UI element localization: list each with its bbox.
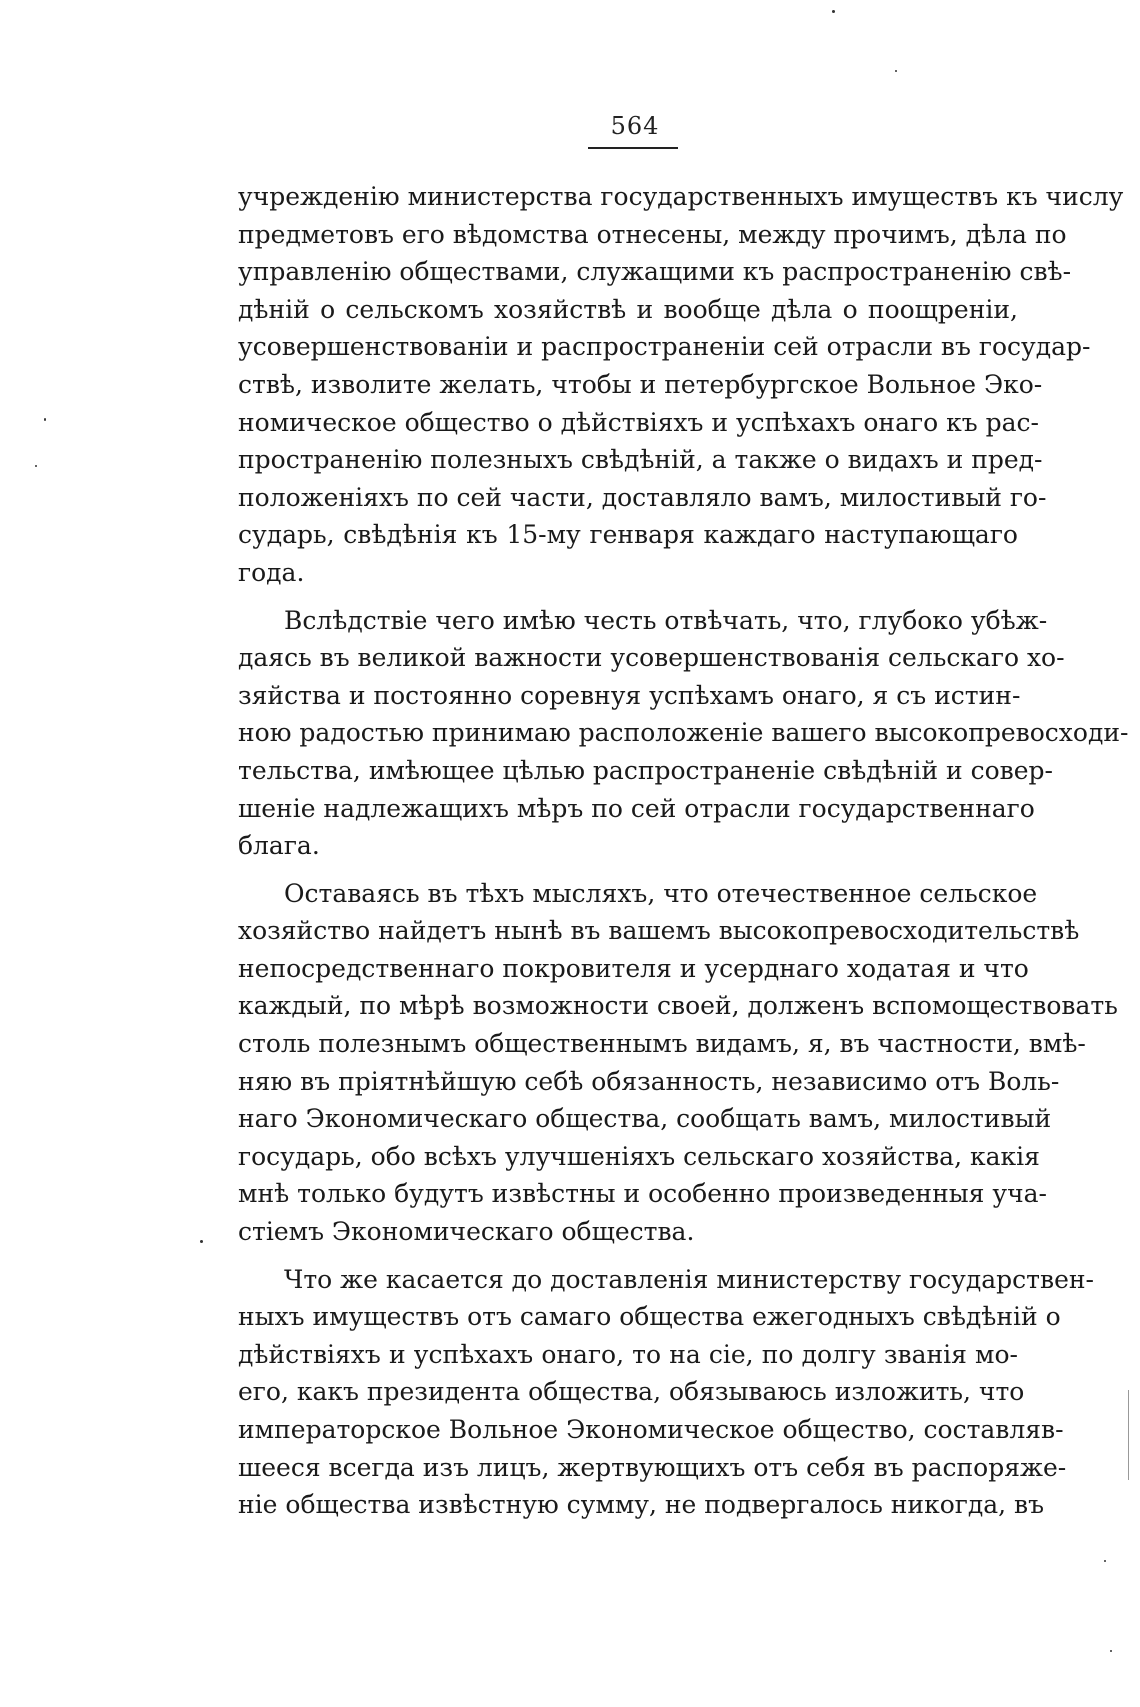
text-line: Что же касается до доставленія министерству государствен-	[284, 1264, 1094, 1294]
text-line: номическое общество о дѣйствіяхъ и успѣхахъ онаго къ рас-	[238, 407, 1039, 437]
paragraph-1	[238, 178, 1124, 592]
scan-speck	[832, 10, 835, 13]
text-line: учрежденію министерства государственныхъ имуществъ къ числу	[238, 182, 1124, 211]
text-line: зяйства и постоянно соревнуя успѣхамъ онаго, я съ истин-	[238, 680, 1021, 710]
text-line: тельства, имѣющее цѣлью распространеніе свѣдѣній и совер-	[238, 755, 1054, 785]
paragraph-gap	[238, 592, 1018, 602]
text-line: усовершенствованіи и распространеніи сей отрасли въ государ-	[238, 332, 1091, 362]
text-line: сударь, свѣдѣнія къ 15-му генваря каждаго наступающаго	[238, 520, 1018, 550]
text-line: пространенію полезныхъ свѣдѣній, а также о видахъ и пред-	[238, 445, 1043, 475]
scan-speck	[35, 465, 37, 467]
paragraph-gap	[238, 1251, 1018, 1261]
scan-speck	[44, 418, 46, 421]
text-line: хозяйство найдетъ нынѣ въ вашемъ высокопревосходительствѣ	[238, 916, 1080, 946]
text-line: ніе общества извѣстную сумму, не подвергалось никогда, въ	[238, 1490, 1045, 1520]
body-text	[238, 178, 1129, 1524]
paragraph-4	[238, 1261, 1094, 1524]
paragraph-gap	[238, 865, 1018, 875]
text-line: каждый, по мѣрѣ возможности своей, долженъ вспомоществовать	[238, 991, 1118, 1021]
scan-speck	[895, 70, 897, 72]
page-number-rule	[588, 147, 678, 149]
text-line: ныхъ имуществъ отъ самаго общества ежегодныхъ свѣдѣній о	[238, 1302, 1061, 1332]
text-line: мнѣ только будутъ извѣстны и особенно произведенныя уча-	[238, 1179, 1047, 1209]
text-line: дѣйствіяхъ и успѣхахъ онаго, то на сіе, по долгу званія мо-	[238, 1339, 1018, 1369]
text-line: ствѣ, изволите желать, чтобы и петербургское Вольное Эко-	[238, 369, 1043, 399]
text-line: шеніе надлежащихъ мѣръ по сей отрасли государственнаго	[238, 793, 1035, 823]
text-line: дѣній о сельскомъ хозяйствѣ и вообще дѣла о поощреніи,	[238, 294, 1018, 324]
text-line: даясь въ великой важности усовершенствованія сельскаго хо-	[238, 643, 1065, 673]
text-line: положеніяхъ по сей части, доставляло вамъ, милостивый го-	[238, 482, 1047, 512]
text-line: предметовъ его вѣдомства отнесены, между прочимъ, дѣла по	[238, 219, 1067, 249]
text-line: шееся всегда изъ лицъ, жертвующихъ отъ себя въ распоряже-	[238, 1452, 1067, 1482]
page-number: 564	[610, 112, 660, 140]
text-line: наго Экономическаго общества, сообщать вамъ, милостивый	[238, 1104, 1052, 1134]
text-line: его, какъ президента общества, обязываюсь изложить, что	[238, 1377, 1025, 1407]
text-line: няю въ пріятнѣйшую себѣ обязанность, независимо отъ Воль-	[238, 1066, 1060, 1096]
text-line: Вслѣдствіе чего имѣю честь отвѣчать, что, глубоко убѣж-	[284, 605, 1048, 635]
paragraph-2	[238, 602, 1129, 865]
text-line: столь полезнымъ общественнымъ видамъ, я, въ частности, вмѣ-	[238, 1029, 1086, 1059]
scan-edge-line	[1128, 1390, 1129, 1480]
scan-speck	[1104, 1560, 1106, 1562]
scan-speck	[200, 1240, 203, 1243]
text-line: управленію обществами, служащими къ распространенію свѣ-	[238, 257, 1072, 287]
text-line: блага.	[238, 831, 320, 861]
text-line: ною радостью принимаю расположеніе вашего высокопревосходи-	[238, 718, 1129, 748]
scan-speck	[1110, 1650, 1112, 1652]
text-line: стіемъ Экономическаго общества.	[238, 1217, 695, 1247]
text-line: императорское Вольное Экономическое общество, составляв-	[238, 1415, 1064, 1444]
paragraph-3	[238, 875, 1118, 1251]
text-line: государь, обо всѣхъ улучшеніяхъ сельскаго хозяйства, какія	[238, 1141, 1040, 1171]
text-line: года.	[238, 557, 305, 587]
text-line: Оставаясь въ тѣхъ мысляхъ, что отечественное сельское	[284, 878, 1038, 908]
text-line: непосредственнаго покровителя и усерднаго ходатая и что	[238, 953, 1029, 983]
